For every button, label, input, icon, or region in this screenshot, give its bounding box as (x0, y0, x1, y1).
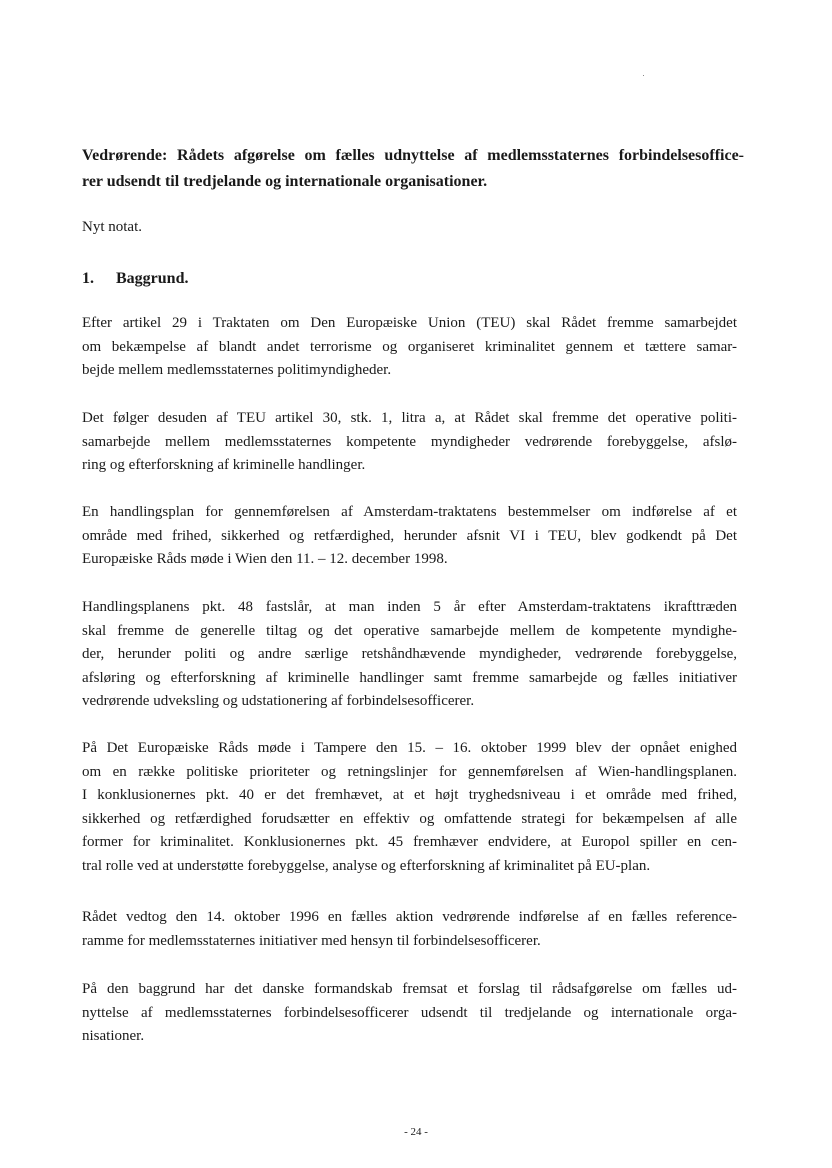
paragraph-line: om bekæmpelse af blandt andet terrorisme og organiseret kriminalitet gennem et tættere samar- (82, 338, 737, 355)
paragraph-line: Handlingsplanens pkt. 48 fastslår, at man inden 5 år efter Amsterdam-traktatens ikrafttræden (82, 599, 737, 615)
paragraph-line: tral rolle ved at understøtte forebyggelse, analyse og efterforskning af kriminalitet på EU-plan. (82, 857, 651, 874)
paragraph-line: ring og efterforskning af kriminelle handlinger. (82, 457, 366, 474)
note-label: Nyt notat. (82, 219, 142, 235)
paragraph-line: afsløring og efterforskning af kriminelle handlinger samt fremme samarbejde og fælles initiativer (82, 669, 737, 686)
paragraph-2 (82, 407, 737, 478)
paragraph-6 (82, 906, 737, 953)
title-line-1: Vedrørende: Rådets afgørelse om fælles udnyttelse af medlemsstaternes forbindelsesoffice- (82, 147, 744, 164)
paragraph-line: En handlingsplan for gennemførelsen af Amsterdam-traktatens bestemmelser om indførelse af et (82, 504, 737, 520)
paragraph-3 (82, 501, 737, 572)
paragraph-line: der, herunder politi og andre særlige retshåndhævende myndigheder, vedrørende forebyggelse, (82, 646, 737, 663)
paragraph-line: sikkerhed og retfærdighed forudsætter en effektiv og omfattende strategi for bekæmpelsen af alle (82, 810, 737, 827)
paragraph-line: samarbejde mellem medlemsstaternes kompetente myndigheder vedrørende forebyggelse, afslø- (82, 433, 737, 450)
paragraph-line: Efter artikel 29 i Traktaten om Den Europæiske Union (TEU) skal Rådet fremme samarbejdet (82, 315, 737, 331)
paragraph-1 (82, 312, 737, 383)
paragraph-line: om en række politiske prioriteter og retningslinjer for gennemførelsen af Wien-handlingsplanen. (82, 763, 737, 780)
paragraph-line: Rådet vedtog den 14. oktober 1996 en fælles aktion vedrørende indførelse af en fælles reference- (82, 909, 737, 925)
paragraph-line: Det følger desuden af TEU artikel 30, stk. 1, litra a, at Rådet skal fremme det operative politi- (82, 410, 737, 426)
paragraph-line: ramme for medlemsstaternes initiativer med hensyn til forbindelsesofficerer. (82, 932, 541, 949)
page-number: - 24 - (404, 1126, 428, 1138)
paragraph-line: former for kriminalitet. Konklusionernes pkt. 45 fremhæver endvidere, at Europol spiller en cen- (82, 834, 737, 851)
paragraph-line: På den baggrund har det danske formandskab fremsat et forslag til rådsafgørelse om fælles ud- (82, 981, 737, 997)
paragraph-line: skal fremme de generelle tiltag og det operative samarbejde mellem de kompetente myndighe- (82, 622, 737, 639)
title-line-2: rer udsendt til tredjelande og internationale organisationer. (82, 173, 488, 190)
document-title (82, 143, 752, 195)
paragraph-4 (82, 596, 737, 714)
paragraph-line: nyttelse af medlemsstaternes forbindelsesofficerer udsendt til tredjelande og internationale orga- (82, 1004, 737, 1021)
paragraph-line: I konklusionernes pkt. 40 er det fremhævet, at et højt tryghedsniveau i et område med frihed, (82, 787, 737, 804)
paragraph-5 (82, 737, 737, 879)
paragraph-7 (82, 978, 737, 1049)
section-number: 1. (82, 270, 94, 287)
paragraph-line: På Det Europæiske Råds møde i Tampere den 15. – 16. oktober 1999 blev der opnået enighed (82, 740, 737, 756)
section-heading (82, 268, 188, 290)
scan-speck (643, 75, 644, 76)
section-title: Baggrund. (116, 270, 189, 287)
paragraph-line: Europæiske Råds møde i Wien den 11. – 12. december 1998. (82, 551, 448, 568)
paragraph-line: vedrørende udveksling og udstationering af forbindelsesofficerer. (82, 693, 475, 710)
paragraph-line: bejde mellem medlemsstaternes politimyndigheder. (82, 362, 392, 379)
paragraph-line: nisationer. (82, 1028, 145, 1045)
paragraph-line: område med frihed, sikkerhed og retfærdighed, herunder afsnit VI i TEU, blev godkendt på Det (82, 527, 737, 544)
